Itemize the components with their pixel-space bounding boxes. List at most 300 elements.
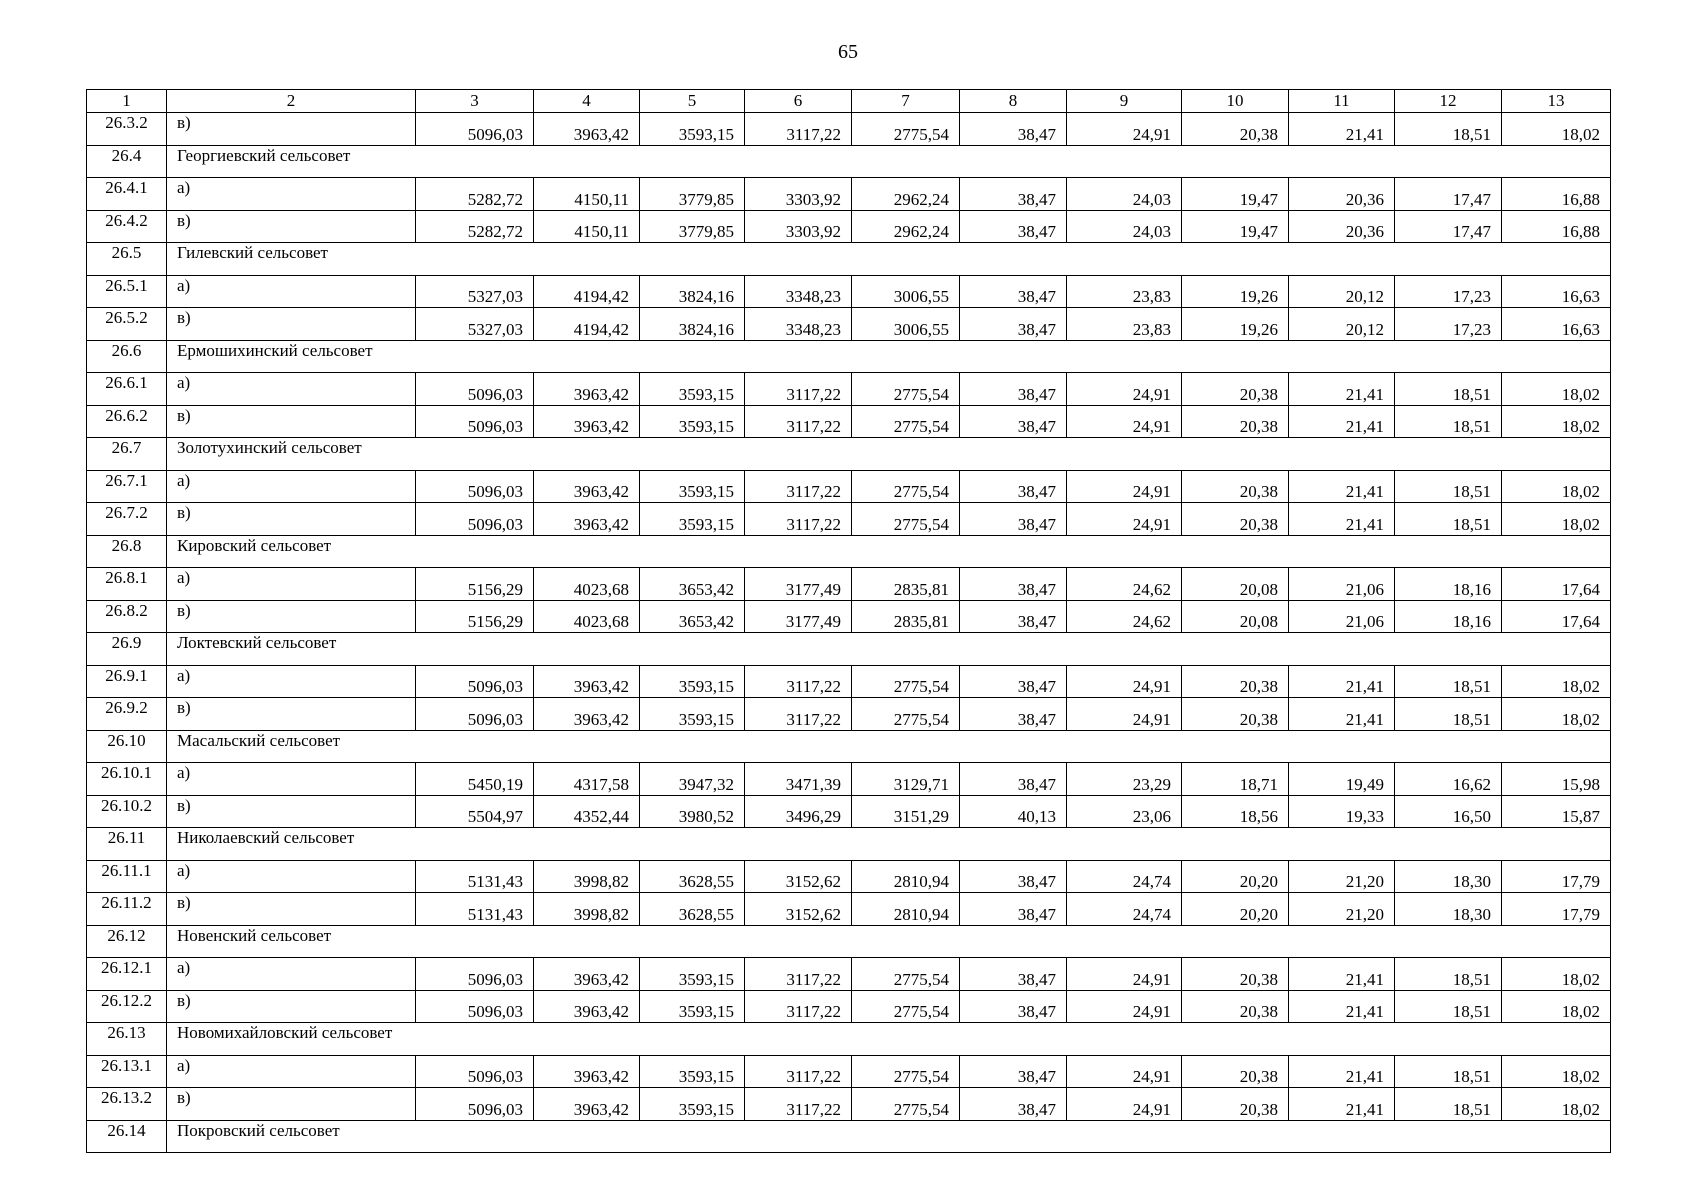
table-cell: 38,47 (960, 503, 1067, 536)
table-cell: 38,47 (960, 958, 1067, 991)
table-cell: 5156,29 (416, 568, 534, 601)
table-cell: 3152,62 (745, 893, 852, 926)
table-row (87, 503, 1611, 536)
table-cell: 23,83 (1067, 308, 1182, 341)
table-cell: 21,20 (1289, 860, 1395, 893)
table-cell: 20,38 (1182, 698, 1289, 731)
table-cell: 3779,85 (640, 178, 745, 211)
table-cell: 21,41 (1289, 503, 1395, 536)
table-cell: 3177,49 (745, 600, 852, 633)
column-header: 5 (640, 90, 745, 113)
table-cell: 3963,42 (534, 1088, 640, 1121)
tariff-table (86, 89, 1611, 1153)
table-cell: 38,47 (960, 763, 1067, 796)
table-cell: 24,91 (1067, 665, 1182, 698)
table-cell: 3963,42 (534, 665, 640, 698)
table-cell: 19,33 (1289, 795, 1395, 828)
table-cell: 3593,15 (640, 698, 745, 731)
section-name: Локтевский сельсовет (167, 633, 1611, 666)
table-cell: 20,38 (1182, 665, 1289, 698)
table-cell: 21,41 (1289, 113, 1395, 146)
table-cell: 38,47 (960, 308, 1067, 341)
table-cell: 20,08 (1182, 600, 1289, 633)
column-header: 12 (1395, 90, 1502, 113)
row-code: 26.7 (87, 438, 167, 471)
table-cell: 2775,54 (852, 113, 960, 146)
table-cell: 3152,62 (745, 860, 852, 893)
table-row (87, 275, 1611, 308)
table-cell: 3653,42 (640, 568, 745, 601)
table-cell: 20,36 (1289, 178, 1395, 211)
row-label: в) (167, 1088, 416, 1121)
table-row (87, 178, 1611, 211)
row-code: 26.13 (87, 1023, 167, 1056)
row-label: а) (167, 860, 416, 893)
table-cell: 21,41 (1289, 1088, 1395, 1121)
row-label: а) (167, 958, 416, 991)
table-cell: 5096,03 (416, 503, 534, 536)
table-cell: 17,23 (1395, 275, 1502, 308)
table-cell: 2775,54 (852, 503, 960, 536)
row-label: в) (167, 503, 416, 536)
section-row (87, 925, 1611, 958)
row-code: 26.12 (87, 925, 167, 958)
table-cell: 4150,11 (534, 178, 640, 211)
section-row (87, 633, 1611, 666)
table-cell: 17,79 (1502, 860, 1611, 893)
table-cell: 4150,11 (534, 210, 640, 243)
table-cell: 18,02 (1502, 958, 1611, 991)
table-row (87, 893, 1611, 926)
table-cell: 15,87 (1502, 795, 1611, 828)
table-cell: 3117,22 (745, 698, 852, 731)
table-cell: 5096,03 (416, 405, 534, 438)
table-cell: 18,02 (1502, 1055, 1611, 1088)
column-header: 10 (1182, 90, 1289, 113)
row-label: а) (167, 178, 416, 211)
table-cell: 38,47 (960, 1088, 1067, 1121)
table-cell: 18,02 (1502, 405, 1611, 438)
row-label: в) (167, 893, 416, 926)
table-cell: 3963,42 (534, 405, 640, 438)
table-cell: 5096,03 (416, 698, 534, 731)
table-cell: 3593,15 (640, 503, 745, 536)
table-cell: 3593,15 (640, 1055, 745, 1088)
table-cell: 24,62 (1067, 600, 1182, 633)
table-row (87, 665, 1611, 698)
table-cell: 23,83 (1067, 275, 1182, 308)
table-cell: 18,02 (1502, 665, 1611, 698)
table-cell: 3117,22 (745, 990, 852, 1023)
section-name: Масальский сельсовет (167, 730, 1611, 763)
table-cell: 19,47 (1182, 178, 1289, 211)
column-header: 6 (745, 90, 852, 113)
table-cell: 16,88 (1502, 178, 1611, 211)
table-cell: 38,47 (960, 373, 1067, 406)
table-cell: 18,02 (1502, 1088, 1611, 1121)
table-cell: 21,41 (1289, 470, 1395, 503)
table-cell: 3824,16 (640, 308, 745, 341)
table-cell: 21,41 (1289, 698, 1395, 731)
table-cell: 3303,92 (745, 210, 852, 243)
table-row (87, 600, 1611, 633)
table-cell: 23,06 (1067, 795, 1182, 828)
table-cell: 2775,54 (852, 958, 960, 991)
column-header: 8 (960, 90, 1067, 113)
column-header: 1 (87, 90, 167, 113)
table-cell: 4317,58 (534, 763, 640, 796)
table-cell: 20,38 (1182, 1055, 1289, 1088)
row-label: а) (167, 665, 416, 698)
table-cell: 5450,19 (416, 763, 534, 796)
table-cell: 17,79 (1502, 893, 1611, 926)
table-row (87, 568, 1611, 601)
table-cell: 5096,03 (416, 470, 534, 503)
table-body (87, 90, 1611, 1153)
section-name: Покровский сельсовет (167, 1120, 1611, 1153)
table-cell: 5504,97 (416, 795, 534, 828)
table-cell: 18,02 (1502, 113, 1611, 146)
row-label: а) (167, 373, 416, 406)
table-row (87, 860, 1611, 893)
table-cell: 24,91 (1067, 503, 1182, 536)
table-cell: 4023,68 (534, 568, 640, 601)
table-cell: 18,51 (1395, 373, 1502, 406)
table-cell: 3998,82 (534, 860, 640, 893)
table-cell: 18,56 (1182, 795, 1289, 828)
table-cell: 18,16 (1395, 568, 1502, 601)
table-cell: 3348,23 (745, 308, 852, 341)
row-code: 26.4.2 (87, 210, 167, 243)
table-cell: 18,30 (1395, 893, 1502, 926)
table-cell: 24,91 (1067, 1088, 1182, 1121)
table-cell: 3963,42 (534, 373, 640, 406)
table-cell: 2775,54 (852, 990, 960, 1023)
table-cell: 5282,72 (416, 210, 534, 243)
column-header: 13 (1502, 90, 1611, 113)
section-row (87, 340, 1611, 373)
table-cell: 2775,54 (852, 405, 960, 438)
table-cell: 18,02 (1502, 698, 1611, 731)
table-cell: 17,64 (1502, 600, 1611, 633)
row-code: 26.11 (87, 828, 167, 861)
table-cell: 18,51 (1395, 1055, 1502, 1088)
header-row (87, 90, 1611, 113)
section-name: Георгиевский сельсовет (167, 145, 1611, 178)
row-code: 26.11.1 (87, 860, 167, 893)
table-cell: 24,03 (1067, 178, 1182, 211)
table-cell: 38,47 (960, 860, 1067, 893)
table-cell: 3117,22 (745, 405, 852, 438)
table-cell: 20,38 (1182, 1088, 1289, 1121)
row-label: в) (167, 698, 416, 731)
table-cell: 3117,22 (745, 1088, 852, 1121)
table-cell: 3006,55 (852, 275, 960, 308)
row-label: в) (167, 405, 416, 438)
table-row (87, 1088, 1611, 1121)
column-header: 3 (416, 90, 534, 113)
table-cell: 3177,49 (745, 568, 852, 601)
section-row (87, 1120, 1611, 1153)
table-row (87, 470, 1611, 503)
table-cell: 18,51 (1395, 470, 1502, 503)
row-code: 26.13.2 (87, 1088, 167, 1121)
table-cell: 21,41 (1289, 373, 1395, 406)
table-cell: 2775,54 (852, 665, 960, 698)
table-cell: 38,47 (960, 568, 1067, 601)
table-cell: 5282,72 (416, 178, 534, 211)
table-cell: 5096,03 (416, 373, 534, 406)
table-cell: 18,30 (1395, 860, 1502, 893)
table-cell: 24,91 (1067, 990, 1182, 1023)
table-cell: 18,51 (1395, 405, 1502, 438)
section-row (87, 828, 1611, 861)
section-name: Гилевский сельсовет (167, 243, 1611, 276)
table-cell: 3963,42 (534, 113, 640, 146)
table-cell: 3006,55 (852, 308, 960, 341)
table-cell: 38,47 (960, 210, 1067, 243)
row-code: 26.10 (87, 730, 167, 763)
table-cell: 2775,54 (852, 698, 960, 731)
table-cell: 18,02 (1502, 990, 1611, 1023)
section-row (87, 145, 1611, 178)
row-code: 26.14 (87, 1120, 167, 1153)
table-cell: 18,51 (1395, 113, 1502, 146)
row-label: а) (167, 1055, 416, 1088)
row-code: 26.8.2 (87, 600, 167, 633)
table-cell: 38,47 (960, 178, 1067, 211)
table-cell: 5096,03 (416, 665, 534, 698)
row-label: в) (167, 113, 416, 146)
table-cell: 16,62 (1395, 763, 1502, 796)
table-cell: 5096,03 (416, 1088, 534, 1121)
row-code: 26.5 (87, 243, 167, 276)
table-cell: 20,38 (1182, 373, 1289, 406)
table-cell: 24,91 (1067, 958, 1182, 991)
table-cell: 19,26 (1182, 308, 1289, 341)
table-cell: 24,91 (1067, 470, 1182, 503)
table-cell: 3963,42 (534, 503, 640, 536)
row-code: 26.12.2 (87, 990, 167, 1023)
table-cell: 18,51 (1395, 990, 1502, 1023)
table-row (87, 763, 1611, 796)
row-code: 26.10.2 (87, 795, 167, 828)
row-code: 26.8.1 (87, 568, 167, 601)
table-cell: 3129,71 (852, 763, 960, 796)
row-code: 26.9.2 (87, 698, 167, 731)
table-cell: 3593,15 (640, 990, 745, 1023)
table-cell: 20,38 (1182, 503, 1289, 536)
table-cell: 3117,22 (745, 113, 852, 146)
table-cell: 4023,68 (534, 600, 640, 633)
table-cell: 24,74 (1067, 860, 1182, 893)
row-code: 26.11.2 (87, 893, 167, 926)
table-cell: 5096,03 (416, 1055, 534, 1088)
table-row (87, 373, 1611, 406)
table-cell: 18,02 (1502, 470, 1611, 503)
table-cell: 18,16 (1395, 600, 1502, 633)
row-label: а) (167, 568, 416, 601)
table-cell: 20,12 (1289, 308, 1395, 341)
section-name: Ермошихинский сельсовет (167, 340, 1611, 373)
table-cell: 2962,24 (852, 210, 960, 243)
row-code: 26.5.1 (87, 275, 167, 308)
table-cell: 16,63 (1502, 275, 1611, 308)
table-cell: 3117,22 (745, 665, 852, 698)
section-row (87, 243, 1611, 276)
table-cell: 20,38 (1182, 113, 1289, 146)
table-row (87, 210, 1611, 243)
table-cell: 2835,81 (852, 600, 960, 633)
column-header: 4 (534, 90, 640, 113)
table-cell: 4194,42 (534, 308, 640, 341)
table-cell: 3593,15 (640, 665, 745, 698)
table-row (87, 308, 1611, 341)
table-cell: 21,06 (1289, 600, 1395, 633)
column-header: 7 (852, 90, 960, 113)
column-header: 11 (1289, 90, 1395, 113)
table-cell: 18,51 (1395, 665, 1502, 698)
table-cell: 20,20 (1182, 860, 1289, 893)
section-row (87, 730, 1611, 763)
table-cell: 2775,54 (852, 470, 960, 503)
table-cell: 24,91 (1067, 1055, 1182, 1088)
row-label: а) (167, 763, 416, 796)
table-cell: 2810,94 (852, 860, 960, 893)
table-row (87, 113, 1611, 146)
table-cell: 5131,43 (416, 893, 534, 926)
table-row (87, 1055, 1611, 1088)
table-cell: 3593,15 (640, 470, 745, 503)
table-cell: 3653,42 (640, 600, 745, 633)
table-cell: 38,47 (960, 698, 1067, 731)
table-cell: 17,23 (1395, 308, 1502, 341)
section-row (87, 1023, 1611, 1056)
table-cell: 18,51 (1395, 503, 1502, 536)
table-cell: 18,51 (1395, 958, 1502, 991)
table-cell: 4194,42 (534, 275, 640, 308)
row-label: в) (167, 308, 416, 341)
row-label: в) (167, 210, 416, 243)
table-cell: 18,02 (1502, 373, 1611, 406)
section-row (87, 438, 1611, 471)
table-cell: 3779,85 (640, 210, 745, 243)
table-cell: 3117,22 (745, 1055, 852, 1088)
row-code: 26.6 (87, 340, 167, 373)
table-cell: 2962,24 (852, 178, 960, 211)
table-cell: 24,91 (1067, 405, 1182, 438)
section-name: Николаевский сельсовет (167, 828, 1611, 861)
table-cell: 19,49 (1289, 763, 1395, 796)
table-cell: 3117,22 (745, 470, 852, 503)
table-cell: 3593,15 (640, 113, 745, 146)
row-code: 26.7.1 (87, 470, 167, 503)
row-code: 26.3.2 (87, 113, 167, 146)
table-cell: 3471,39 (745, 763, 852, 796)
table-cell: 16,50 (1395, 795, 1502, 828)
table-cell: 20,38 (1182, 470, 1289, 503)
table-cell: 3593,15 (640, 1088, 745, 1121)
table-cell: 38,47 (960, 665, 1067, 698)
table-cell: 38,47 (960, 893, 1067, 926)
table-cell: 21,41 (1289, 665, 1395, 698)
table-cell: 5096,03 (416, 113, 534, 146)
table-cell: 2810,94 (852, 893, 960, 926)
row-label: в) (167, 600, 416, 633)
table-cell: 21,41 (1289, 990, 1395, 1023)
table-cell: 3980,52 (640, 795, 745, 828)
table-cell: 18,02 (1502, 503, 1611, 536)
table-cell: 21,41 (1289, 1055, 1395, 1088)
table-cell: 18,71 (1182, 763, 1289, 796)
section-name: Кировский сельсовет (167, 535, 1611, 568)
table-cell: 3117,22 (745, 373, 852, 406)
table-cell: 38,47 (960, 1055, 1067, 1088)
table-cell: 3963,42 (534, 958, 640, 991)
column-header: 9 (1067, 90, 1182, 113)
table-cell: 2775,54 (852, 373, 960, 406)
table-cell: 20,20 (1182, 893, 1289, 926)
table-cell: 38,47 (960, 470, 1067, 503)
table-cell: 17,47 (1395, 178, 1502, 211)
table-cell: 20,08 (1182, 568, 1289, 601)
table-cell: 3963,42 (534, 990, 640, 1023)
table-cell: 17,47 (1395, 210, 1502, 243)
table-cell: 20,38 (1182, 405, 1289, 438)
row-label: а) (167, 470, 416, 503)
table-row (87, 405, 1611, 438)
row-code: 26.9 (87, 633, 167, 666)
table-cell: 5096,03 (416, 990, 534, 1023)
table-cell: 24,91 (1067, 698, 1182, 731)
table-cell: 16,63 (1502, 308, 1611, 341)
page-number: 65 (838, 41, 858, 63)
table-row (87, 958, 1611, 991)
table-cell: 5131,43 (416, 860, 534, 893)
row-code: 26.12.1 (87, 958, 167, 991)
section-name: Новомихайловский сельсовет (167, 1023, 1611, 1056)
section-row (87, 535, 1611, 568)
row-code: 26.13.1 (87, 1055, 167, 1088)
row-label: в) (167, 795, 416, 828)
row-code: 26.4 (87, 145, 167, 178)
section-name: Золотухинский сельсовет (167, 438, 1611, 471)
table-cell: 19,47 (1182, 210, 1289, 243)
row-code: 26.6.1 (87, 373, 167, 406)
row-label: а) (167, 275, 416, 308)
table-cell: 17,64 (1502, 568, 1611, 601)
table-cell: 5096,03 (416, 958, 534, 991)
table-row (87, 795, 1611, 828)
table-cell: 38,47 (960, 990, 1067, 1023)
table-row (87, 698, 1611, 731)
table-cell: 3628,55 (640, 893, 745, 926)
table-cell: 24,74 (1067, 893, 1182, 926)
row-code: 26.8 (87, 535, 167, 568)
table-cell: 3303,92 (745, 178, 852, 211)
table-cell: 3117,22 (745, 958, 852, 991)
table-cell: 3151,29 (852, 795, 960, 828)
table-cell: 21,41 (1289, 405, 1395, 438)
table-cell: 19,26 (1182, 275, 1289, 308)
table-cell: 24,62 (1067, 568, 1182, 601)
table-cell: 18,51 (1395, 1088, 1502, 1121)
row-code: 26.5.2 (87, 308, 167, 341)
row-code: 26.4.1 (87, 178, 167, 211)
table-cell: 3593,15 (640, 373, 745, 406)
column-header: 2 (167, 90, 416, 113)
table-cell: 2775,54 (852, 1055, 960, 1088)
